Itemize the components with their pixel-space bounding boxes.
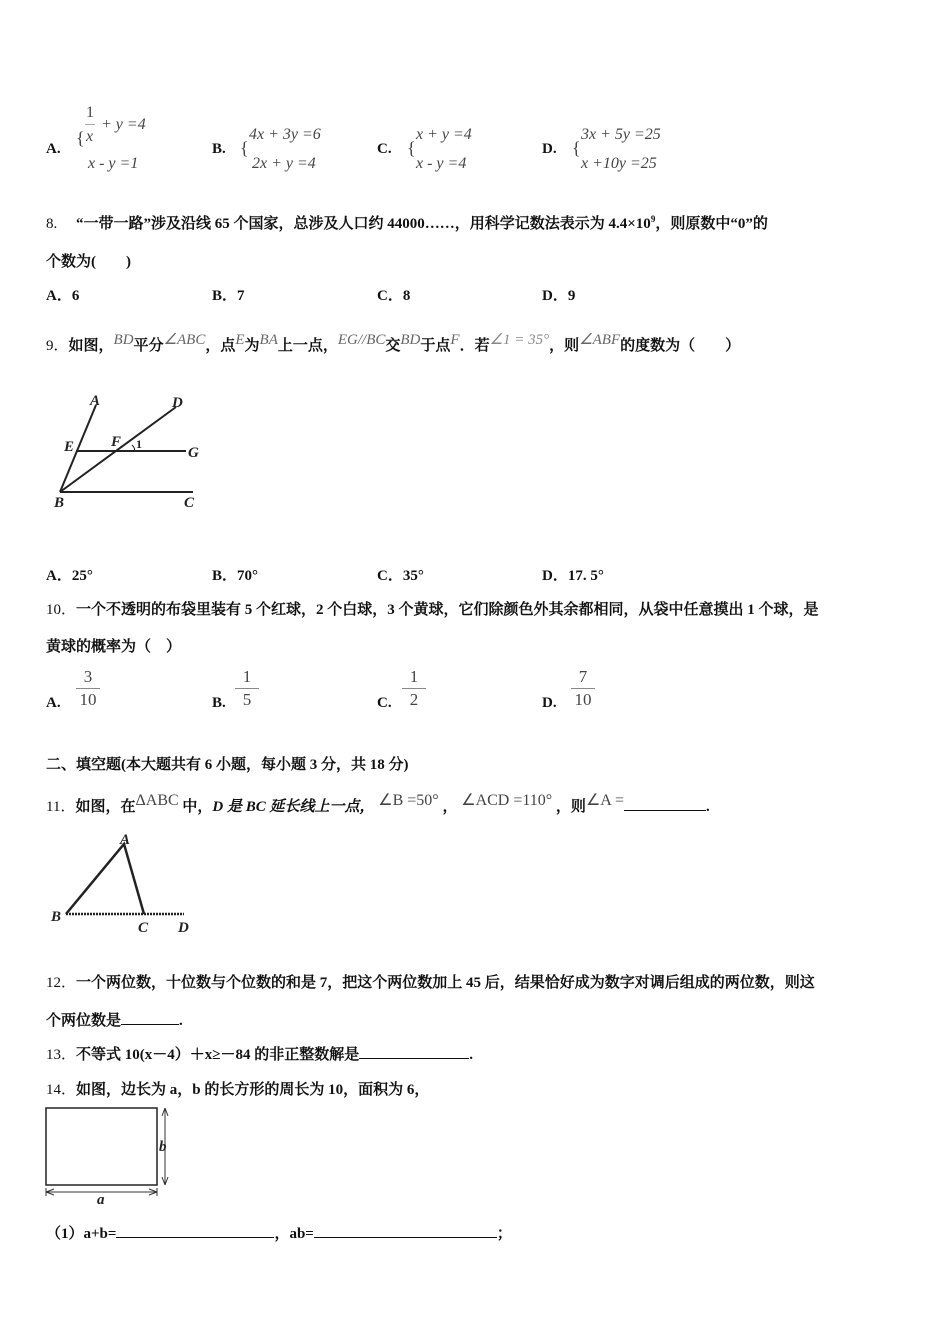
q10-option-d-label: D. xyxy=(542,695,557,711)
q11-answer-blank[interactable] xyxy=(624,810,706,811)
q13-answer-blank[interactable] xyxy=(359,1058,469,1059)
label-angle-1: 1 xyxy=(136,437,142,451)
q9-option-c: C．35° xyxy=(377,568,424,584)
q10-option-a-label: A. xyxy=(46,695,61,711)
q7-c-eq2: x - y =4 xyxy=(416,155,467,172)
label-c: C xyxy=(184,495,195,511)
q9-math: ∠ABC xyxy=(163,332,206,348)
q7-b-eq2: 2x + y =4 xyxy=(252,155,316,172)
q11-math: ΔABC xyxy=(135,792,179,809)
label-a: A xyxy=(120,832,131,848)
denominator: 10 xyxy=(574,690,592,709)
label-b: b xyxy=(159,1139,167,1155)
q13-text: . xyxy=(469,1047,473,1063)
q14-sub1-label: （1）a+b= xyxy=(46,1226,117,1242)
q10-option-d-fraction xyxy=(571,667,595,710)
q9-math: ∠1 = 35° xyxy=(489,332,550,348)
q7-d-eq2: x +10y =25 xyxy=(581,155,657,172)
q9-text: ，点 xyxy=(205,338,236,354)
q11-text: 如图，在 xyxy=(75,799,136,815)
denominator: 2 xyxy=(409,690,419,709)
q9-geometry-figure xyxy=(48,385,218,515)
q11-math: ∠ACD =110° xyxy=(461,792,553,809)
q12-line1 xyxy=(46,971,815,992)
q9-text: 于点 xyxy=(420,338,451,354)
q11-triangle-figure xyxy=(46,832,206,942)
q9-option-d: D．17. 5° xyxy=(542,568,604,584)
q8-option-d: D．9 xyxy=(542,288,576,304)
q12-line2 xyxy=(46,1009,183,1030)
q7-option-a-system: { 1 x + y =4 x - y =1 xyxy=(76,104,146,172)
numerator: 7 xyxy=(578,667,588,686)
q10-option-b-label: B. xyxy=(212,695,226,711)
q11-text: 中， xyxy=(182,799,213,815)
label-g: G xyxy=(188,445,199,461)
q12-text: . xyxy=(179,1013,183,1029)
q9-option-a: A．25° xyxy=(46,568,93,584)
label-b: B xyxy=(54,495,65,511)
q7-a-eq1: + y =4 xyxy=(101,116,146,133)
q11-text: D 是 BC 延长线上一点， xyxy=(212,799,375,815)
q8-line2: 个数为( ) xyxy=(46,254,131,270)
q9-math: EG//BC xyxy=(337,332,386,348)
q10-line1 xyxy=(46,598,819,619)
q11-number: 11． xyxy=(46,799,76,815)
q9-math: E xyxy=(235,332,245,348)
q8-number: 8. xyxy=(46,216,58,232)
q9-math: BA xyxy=(259,332,278,348)
q10-option-c-fraction xyxy=(402,667,426,710)
q14-sub1-ab-label: ，ab= xyxy=(274,1226,314,1242)
q11-math: ∠B =50° xyxy=(378,792,439,809)
q9-option-b: B．70° xyxy=(212,568,259,584)
q8-line1 xyxy=(46,212,768,233)
q10-line2: 黄球的概率为（ ） xyxy=(46,639,182,655)
q13-line xyxy=(46,1043,473,1064)
q7-option-a-label: A. xyxy=(46,141,61,157)
label-d: D xyxy=(178,920,189,936)
q9-text: 平分 xyxy=(133,338,164,354)
q11-text: ，则 xyxy=(555,799,586,815)
q8-option-c: C．8 xyxy=(377,288,411,304)
q8-option-b: B．7 xyxy=(212,288,245,304)
q9-text: 如图， xyxy=(68,338,114,354)
q10-option-c-label: C. xyxy=(377,695,392,711)
q14-sub1 xyxy=(46,1222,512,1243)
q9-stem xyxy=(46,330,740,355)
q7-option-b-system: { 4x + 3y =6 2x + y =4 xyxy=(240,126,321,172)
denominator: 5 xyxy=(242,690,252,709)
label-e: E xyxy=(64,439,75,455)
label-a: A xyxy=(90,393,101,409)
q10-number: 10． xyxy=(46,602,77,618)
q7-option-c-system: { x + y =4 x - y =4 xyxy=(407,126,472,172)
q11-math: ∠A = xyxy=(585,792,624,809)
label-d: D xyxy=(172,395,183,411)
q9-text: ，则 xyxy=(549,338,580,354)
label-a: a xyxy=(97,1192,105,1206)
q7-option-d-system: { 3x + 5y =25 x +10y =25 xyxy=(572,126,661,172)
q14-line xyxy=(46,1078,429,1099)
denominator: 10 xyxy=(79,690,97,709)
q12-text: 一个两位数，十位数与个位数的和是 7，把这个两位数加上 45 后，结果恰好成为数字对调后组成的两位数，则这 xyxy=(76,975,815,991)
q9-math: ∠ABF xyxy=(579,332,621,348)
q9-math: BD xyxy=(400,332,421,348)
q8-exponent: 9 xyxy=(650,214,656,224)
q14-rectangle-figure xyxy=(44,1106,174,1206)
label-c: C xyxy=(138,920,149,936)
q7-option-b-label: B. xyxy=(212,141,226,157)
q7-b-eq1: 4x + 3y =6 xyxy=(249,126,321,143)
label-b: B xyxy=(51,909,62,925)
q9-text: ．若 xyxy=(459,338,490,354)
q14-ab-blank[interactable] xyxy=(314,1237,497,1238)
q9-math: BD xyxy=(113,332,134,348)
q7-a-denominator: x xyxy=(86,128,94,145)
q11-stem xyxy=(46,790,710,816)
q13-number: 13． xyxy=(46,1047,77,1063)
q9-text: 的度数为（ ） xyxy=(620,338,741,354)
q7-a-numerator: 1 xyxy=(86,104,94,121)
q10-text: 一个不透明的布袋里装有 5 个红球，2 个白球，3 个黄球，它们除颜色外其余都相同，从袋中任意摸出 1 个球，是 xyxy=(76,602,819,618)
q14-number: 14． xyxy=(46,1082,77,1098)
q7-d-eq1: 3x + 5y =25 xyxy=(581,126,661,143)
q7-option-d-label: D. xyxy=(542,141,557,157)
q7-option-c-label: C. xyxy=(377,141,392,157)
q9-text: 交 xyxy=(385,338,401,354)
q10-option-b-fraction xyxy=(235,667,259,710)
numerator: 1 xyxy=(242,667,252,686)
q9-text: 为 xyxy=(244,338,260,354)
section-2-title: 二、填空题(本大题共有 6 小题，每小题 3 分，共 18 分) xyxy=(46,757,409,773)
q12-answer-blank[interactable] xyxy=(121,1024,179,1025)
label-f: F xyxy=(111,434,122,450)
q11-text: ， xyxy=(442,799,458,815)
q12-number: 12． xyxy=(46,975,77,991)
q9-text: 上一点， xyxy=(277,338,338,354)
q8-text-b: ，则原数中“0”的 xyxy=(655,216,768,232)
q9-number: 9． xyxy=(46,338,69,354)
numerator: 1 xyxy=(409,667,419,686)
numerator: 3 xyxy=(83,667,93,686)
q7-c-eq1: x + y =4 xyxy=(416,126,472,143)
q12-text: 个两位数是 xyxy=(46,1013,122,1029)
q14-a-plus-b-blank[interactable] xyxy=(116,1237,274,1238)
q14-text: ； xyxy=(496,1226,512,1242)
q8-text-a: “一带一路”涉及沿线 65 个国家，总涉及人口约 44000……，用科学记数法表示为 4.4×10 xyxy=(76,216,651,232)
q7-a-eq2: x - y =1 xyxy=(88,155,139,172)
q14-text: 如图，边长为 a，b 的长方形的周长为 10，面积为 6， xyxy=(76,1082,430,1098)
q11-text: . xyxy=(705,799,710,815)
q8-option-a: A．6 xyxy=(46,288,80,304)
q10-option-a-fraction xyxy=(76,667,100,710)
q13-text: 不等式 10(x－4）＋x≥－84 的非正整数解是 xyxy=(76,1047,360,1063)
q9-math: F xyxy=(450,332,460,348)
